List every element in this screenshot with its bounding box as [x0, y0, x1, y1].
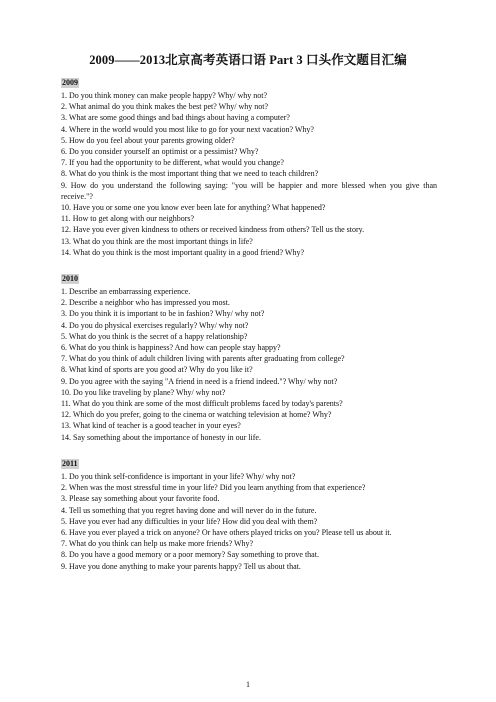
question-item: 9. Have you done anything to make your parents happy? Tell us about that. [61, 561, 301, 571]
question-item: 4. Do you do physical exercises regularly? Why/ why not? [61, 320, 249, 330]
question-item: 13. What do you think are the most important things in life? [61, 236, 253, 246]
question-item: 9. Do you agree with the saying "A friend in need is a friend indeed."? Why/ why not? [61, 376, 338, 386]
question-item: 8. What do you think is the most important thing that we need to teach children? [61, 169, 319, 179]
year-section-2009 [61, 72, 437, 258]
page-title: 2009——2013北京高考英语口语 Part 3 口头作文题目汇编 [89, 53, 407, 67]
question-item: 11. How to get along with our neighbors? [61, 214, 195, 224]
question-item: 1. Do you think self-confidence is important in your life? Why/ why not? [61, 471, 296, 481]
question-item: 2. When was the most stressful time in your life? Did you learn anything from that experience? [61, 483, 366, 493]
question-item: 12. Which do you prefer, going to the cinema or watching television at home? Why? [61, 410, 332, 420]
question-item: 11. What do you think are some of the most difficult problems faced by today's parents? [61, 399, 343, 409]
year-heading: 2010 [62, 274, 78, 284]
year-heading: 2009 [62, 78, 78, 87]
question-item: 5. What do you think is the secret of a happy relationship? [61, 331, 248, 341]
question-item: 5. How do you feel about your parents growing older? [61, 135, 235, 145]
question-item: 12. Have you ever given kindness to others or received kindness from others? Tell us the story. [61, 225, 365, 235]
question-item: 10. Have you or some one you know ever been late for anything? What happened? [61, 203, 326, 213]
question-item: 7. What do you think can help us make more friends? Why? [61, 539, 254, 549]
question-item: 1. Describe an embarrassing experience. [61, 287, 191, 297]
question-item: 7. If you had the opportunity to be different, what would you change? [61, 158, 284, 168]
question-item: 2. Describe a neighbor who has impressed you most. [61, 298, 230, 308]
page-number: 1 [246, 680, 250, 689]
question-item: 9. How do you understand the following saying: "you will be happier and more blessed when you give than receive."? [61, 180, 437, 201]
year-heading: 2011 [62, 458, 78, 468]
question-item: 5. Have you ever had any difficulties in your life? How did you deal with them? [61, 516, 318, 526]
question-item: 3. Please say something about your favorite food. [61, 494, 220, 504]
year-section-2010 [61, 268, 437, 443]
question-list [61, 72, 437, 582]
question-item: 3. What are some good things and bad things about having a computer? [61, 113, 290, 123]
question-item: 1. Do you think money can make people happy? Why/ why not? [61, 91, 268, 100]
question-item: 4. Where in the world would you most like to go for your next vacation? Why? [61, 124, 314, 134]
question-item: 7. What do you think of adult children living with parents after graduating from college? [61, 354, 345, 364]
question-item: 10. Do you like traveling by plane? Why/ why not? [61, 387, 226, 397]
question-item: 3. Do you think it is important to be in fashion? Why/ why not? [61, 309, 265, 319]
question-item: 6. What do you think is happiness? And how can people stay happy? [61, 343, 281, 353]
question-item: 8. Do you have a good memory or a poor memory? Say something to prove that. [61, 550, 319, 560]
year-section-2011 [61, 453, 437, 572]
question-item: 14. Say something about the importance of honesty in our life. [61, 432, 261, 442]
question-item: 13. What kind of teacher is a good teacher in your eyes? [61, 421, 241, 431]
question-item: 4. Tell us something that you regret having done and will never do in the future. [61, 505, 317, 515]
question-item: 2. What animal do you think makes the best pet? Why/ why not? [61, 102, 268, 112]
question-item: 8. What kind of sports are you good at? Why do you like it? [61, 365, 253, 375]
question-item: 6. Have you ever played a trick on anyone? Or have others played tricks on you? Please tell us about it. [61, 527, 392, 537]
question-item: 14. What do you think is the most important quality in a good friend? Why? [61, 247, 304, 257]
question-item: 6. Do you consider yourself an optimist or a pessimist? Why? [61, 147, 259, 157]
